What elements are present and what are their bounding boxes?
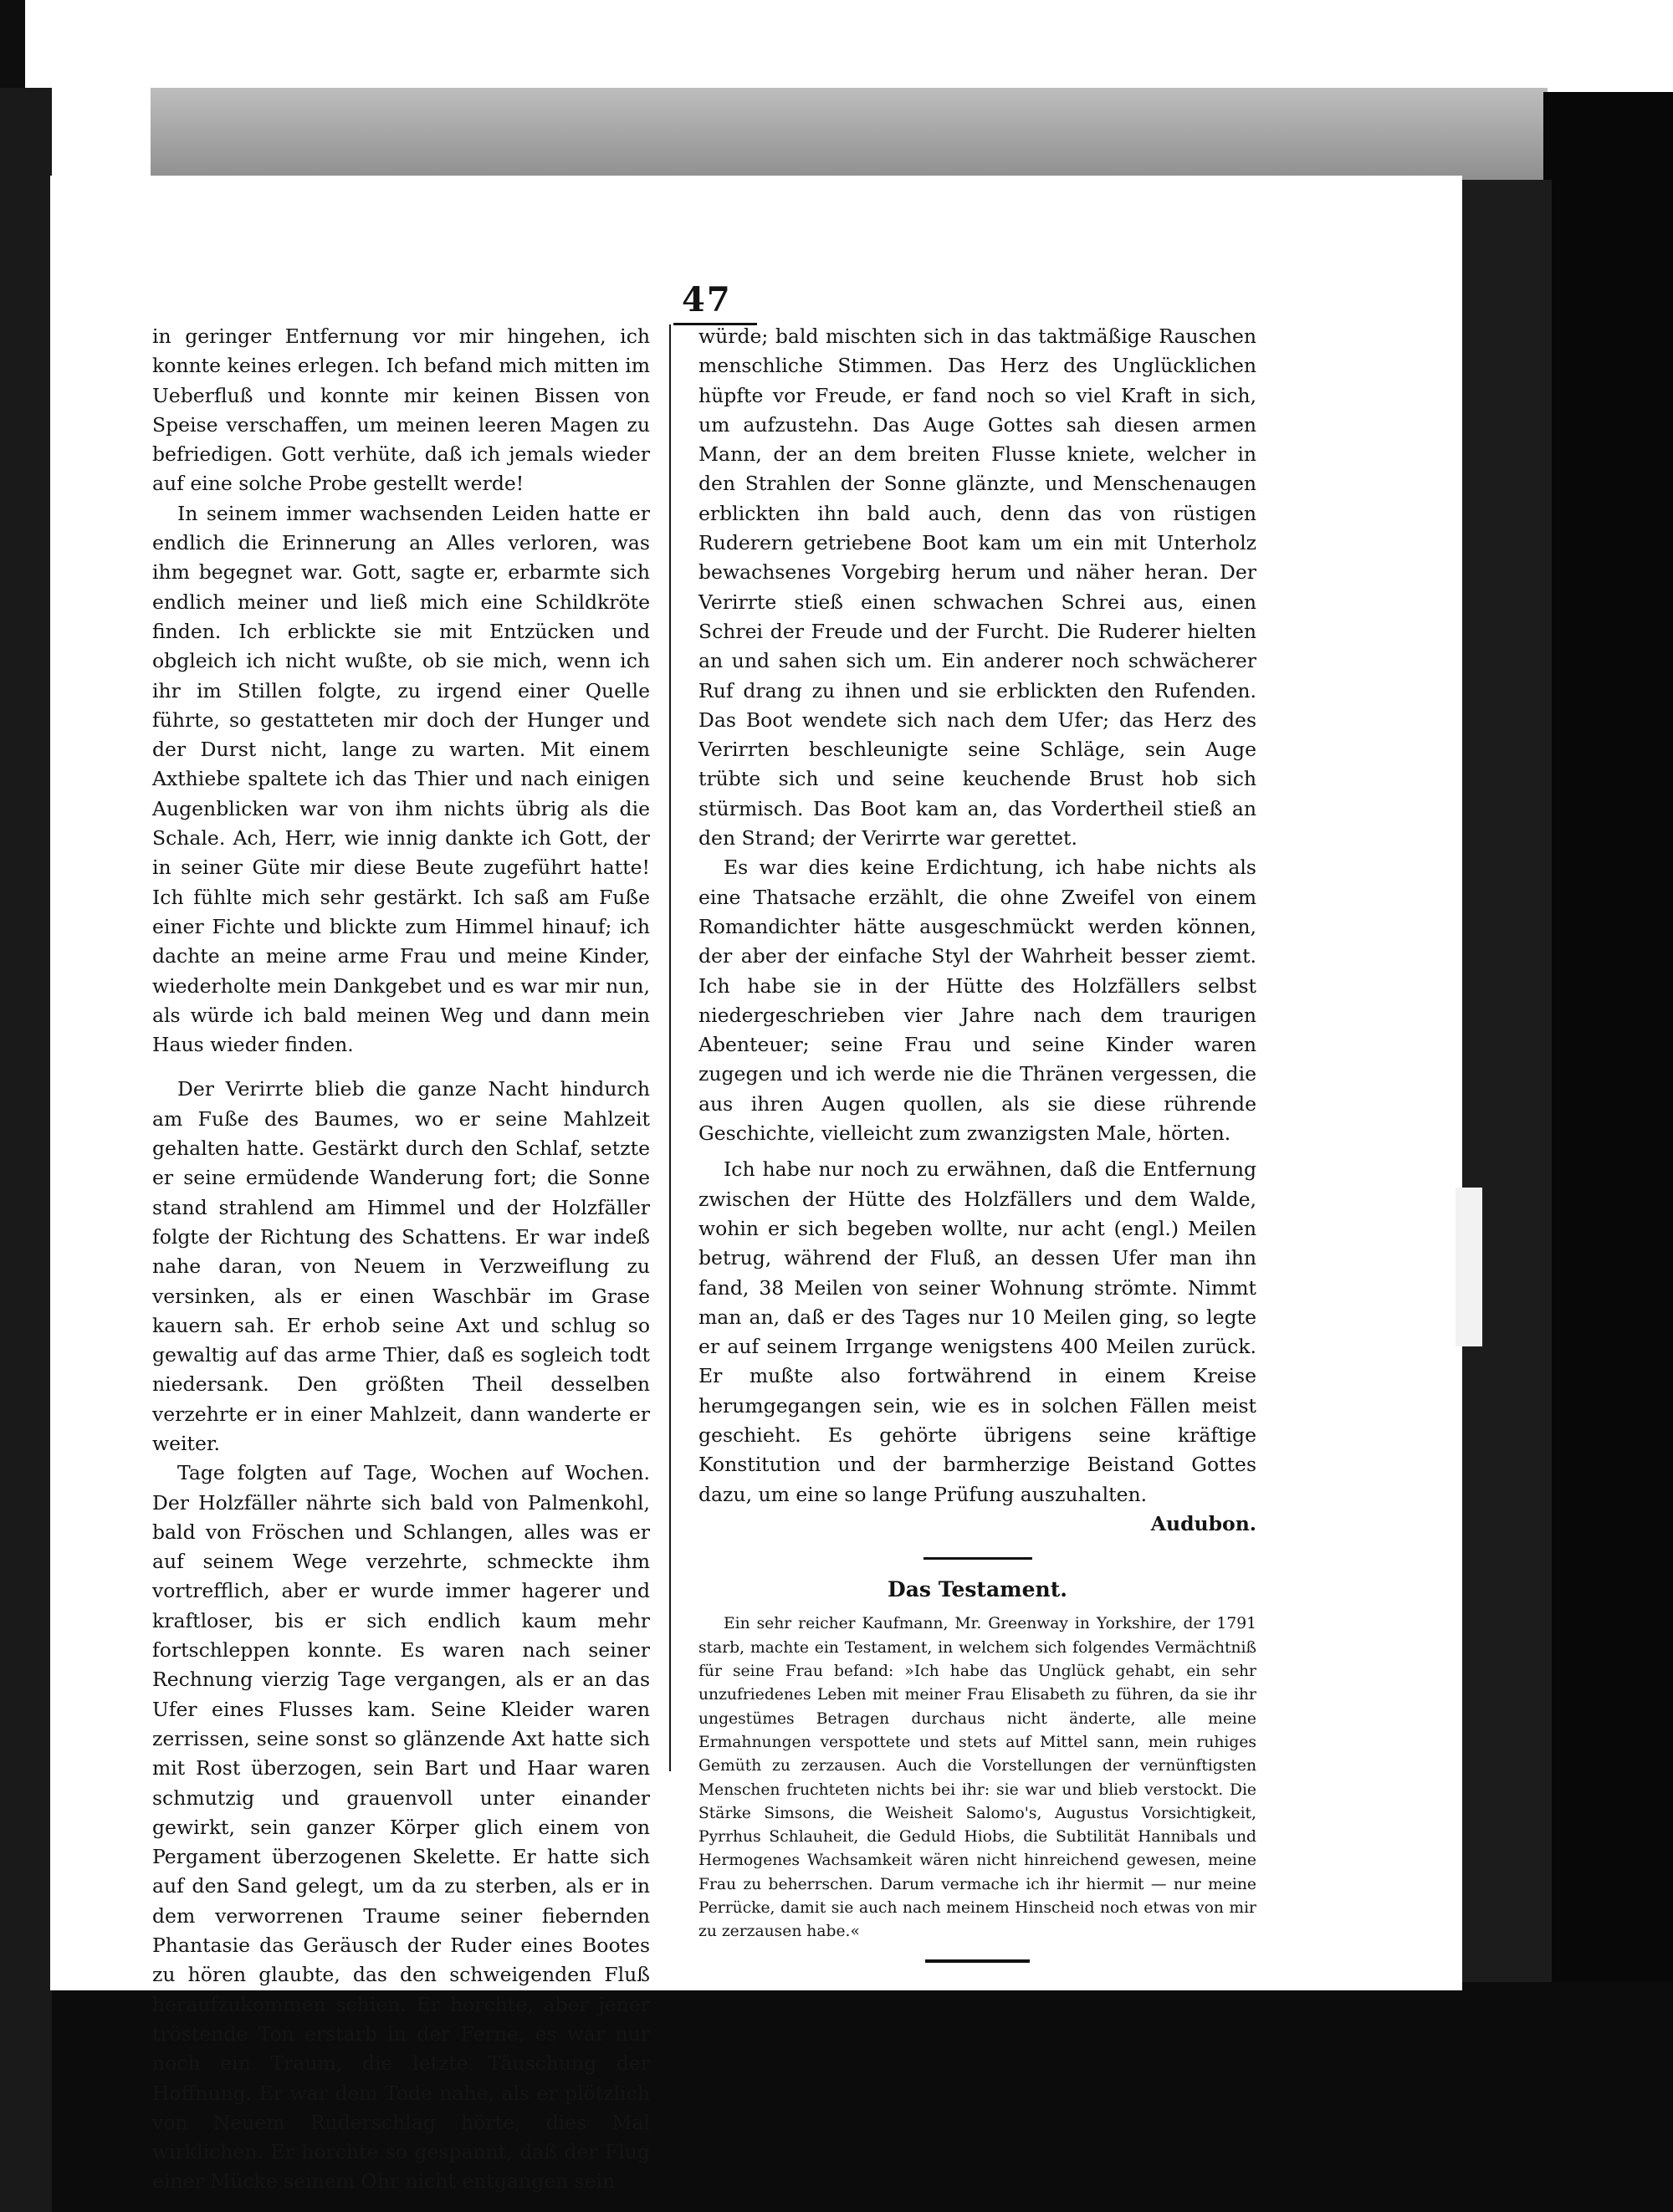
paragraph: würde; bald mischten sich in das taktmäßige Rauschen menschliche Stimmen. Das Herz des Unglücklichen hüpfte vor Freude, er fand noch so viel Kraft in sich, um aufzustehn. Das Auge Gottes sah diesen armen Mann, der an dem breiten Flusse kniete, welcher in den Strahlen der Sonne glänzte, und Menschenaugen erblickten ihn bald auch, denn das von rüstigen Ruderern getriebene Boot kam um ein mit Unterholz bewachsenes Vorgebirg herum und näher heran. Der Verirrte stieß einen schwachen Schrei aus, einen Schrei der Freude und der Furcht. Die Ruderer hielten an und sahen sich um. Ein anderer noch schwächerer Ruf drang zu ihnen und sie erblickten den Rufenden. Das Boot wendete sich nach dem Ufer; das Herz des Verirrten beschleunigte seine Schläge, sein Auge trübte sich und seine keuchende Brust hob sich stürmisch. Das Boot kam an, das Vordertheil stieß an den Strand; der Verirrte war gerettet. xyxy=(698,324,1256,851)
section-text: Ein sehr reicher Kaufmann, Mr. Greenway in Yorkshire, der 1791 starb, machte ein Testament, in welchem sich folgendes Vermächtniß für seine Frau befand: »Ich habe das Unglück gehabt, ein sehr unzufriedenes Leben mit meiner Frau Elisabeth zu führen, da sie ihr ungestümes Betragen durchaus nicht änderte, alle meine Ermahnungen verspottete und stets auf Mittel sann, mein ruhiges Gemüth zu zerzausen. Auch die Vorstellungen der vernünftigsten Menschen fruchteten nichts bei ihr: sie war und blieb verstockt. Die Stärke Simsons, die Weisheit Salomo's, Augustus Vorsichtigkeit, Pyrrhus Schlauheit, die Geduld Hiobs, die Subtilität Hannibals und Hermogenes Wachsamkeit wären nicht hinreichend gewesen, meine Frau zu beherrschen. Darum vermache ich ihr hiermit — nur meine Perrücke, damit sie auch nach meinem Hinscheid noch etwas von mir zu zerzausen habe.« xyxy=(698,1615,1256,1941)
column-divider xyxy=(669,324,671,1771)
book-edge-right xyxy=(1543,92,1673,2212)
book-edge-spine xyxy=(0,88,52,2212)
book-edge-page-stack xyxy=(1460,180,1552,2153)
page-tab-marker xyxy=(1456,1188,1482,1346)
end-rule xyxy=(925,1959,1030,1963)
paragraph: Tage folgten auf Tage, Wochen auf Wochen. Der Holzfäller nährte sich bald von Palmenkohl, bald von Fröschen und Schlangen, alles was er auf seinem Wege verzehrte, schmeckte ihm vortrefflich, aber er wurde immer hagerer und kraftloser, bis er sich endlich kaum mehr fortschleppen konnte. Es waren nach seiner Rechnung vierzig Tage vergangen, als er an das Ufer eines Flusses kam. Seine Kleider waren zerrissen, seine sonst so glänzende Axt hatte sich mit Rost überzogen, sein Bart und Haar waren schmutzig und grauenvoll unter einander gewirkt, sein ganzer Körper glich einem von Pergament überzogenen Skelette. Er hatte sich auf den Sand gelegt, um da zu sterben, als er in dem verworrenen Traume seiner fiebernden Phantasie das Geräusch der Ruder eines Bootes zu hören glaubte, das den schweigenden Fluß heraufzukommen schien. Er horchte, aber jener tröstende Ton erstarb in der Ferne, es war nur noch ein Traum, die letzte Täuschung der Hoffnung. Er war dem Tode nahe, als er plötzlich von Neuem Ruderschlag hörte, dies Mal wirklichen. Er horchte so gespannt, daß der Flug einer Mücke seinem Ohr nicht entgangen sein xyxy=(152,1461,650,2194)
left-column xyxy=(152,322,650,2197)
right-column xyxy=(698,322,1256,1963)
author-signature: Audubon. xyxy=(1150,1511,1256,1535)
paragraph: Der Verirrte blieb die ganze Nacht hindurch am Fuße des Baumes, wo er seine Mahlzeit gehalten hatte. Gestärkt durch den Schlaf, setzte er seine ermüdende Wanderung fort; die Sonne stand strahlend am Himmel und der Holzfäller folgte der Richtung des Schattens. Er war indeß nahe daran, von Neuem in Verzweiflung zu versinken, als er einen Waschbär im Grase kauern sah. Er erhob seine Axt und schlug so gewaltig auf das arme Thier, daß es sogleich todt niedersank. Den größten Theil desselben verzehrte er in einer Mahlzeit, dann wanderte er weiter. xyxy=(152,1077,650,1455)
paragraph: Es war dies keine Erdichtung, ich habe nichts als eine Thatsache erzählt, die ohne Zweifel von einem Romandichter hätte ausgeschmückt werden können, der aber der einfache Styl der Wahrheit besser ziemt. Ich habe sie in der Hütte des Holzfällers selbst niedergeschrieben vier Jahre nach dem traurigen Abenteuer; seine Frau und seine Kinder waren zugegen und ich werde nie die Thränen vergessen, die aus ihren Augen quollen, als sie diese rührende Geschichte, vielleicht zum zwanzigsten Male, hörten. xyxy=(698,856,1256,1146)
section-rule xyxy=(923,1557,1032,1560)
paragraph: in geringer Entfernung vor mir hingehen, ich konnte keines erlegen. Ich befand mich mitten im Ueberfluß und konnte mir keinen Bissen von Speise verschaffen, um meinen leeren Magen zu befriedigen. Gott verhüte, daß ich jemals wieder auf eine solche Probe gestellt werde! xyxy=(152,324,650,496)
page-number: 47 xyxy=(673,280,757,325)
paragraph: Ich habe nur noch zu erwähnen, daß die Entfernung zwischen der Hütte des Holzfällers und dem Walde, wohin er sich begeben wollte, nur acht (engl.) Meilen betrug, während der Fluß, an dessen Ufer man ihn fand, 38 Meilen von seiner Wohnung strömte. Nimmt man an, daß er des Tages nur 10 Meilen ging, so legte er auf seinem Irrgange wenigstens 400 Meilen zurück. Er mußte also fortwährend in einem Kreise herumgegangen sein, wie es in solchen Fällen meist geschieht. Es gehörte übrigens seine kräftige Konstitution und der barmherzige Beistand Gottes dazu, um eine so lange Prüfung auszuhalten. xyxy=(698,1157,1256,1506)
book-edge-top xyxy=(151,88,1548,180)
paragraph: In seinem immer wachsenden Leiden hatte er endlich die Erinnerung an Alles verloren, was ihm begegnet war. Gott, sagte er, erbarmte sich endlich meiner und ließ mich eine Schildkröte finden. Ich erblickte sie mit Entzücken und obgleich ich nicht wußte, ob sie mich, wenn ich ihr im Stillen folgte, zu irgend einer Quelle führte, so gestatteten mir doch der Hunger und der Durst nicht, lange zu warten. Mit einem Axthiebe spaltete ich das Thier und nach einigen Augenblicken war von ihm nichts übrig als die Schale. Ach, Herr, wie innig dankte ich Gott, der in seiner Güte mir diese Beute zugeführt hatte! Ich fühlte mich sehr gestärkt. Ich saß am Fuße einer Fichte und blickte zum Himmel hinauf; ich dachte an meine arme Frau und meine Kinder, wiederholte mein Dankgebet und es war mir nun, als würde ich bald meinen Weg und dann mein Haus wieder finden. xyxy=(152,501,650,1057)
section-title: Das Testament. xyxy=(888,1577,1067,1602)
